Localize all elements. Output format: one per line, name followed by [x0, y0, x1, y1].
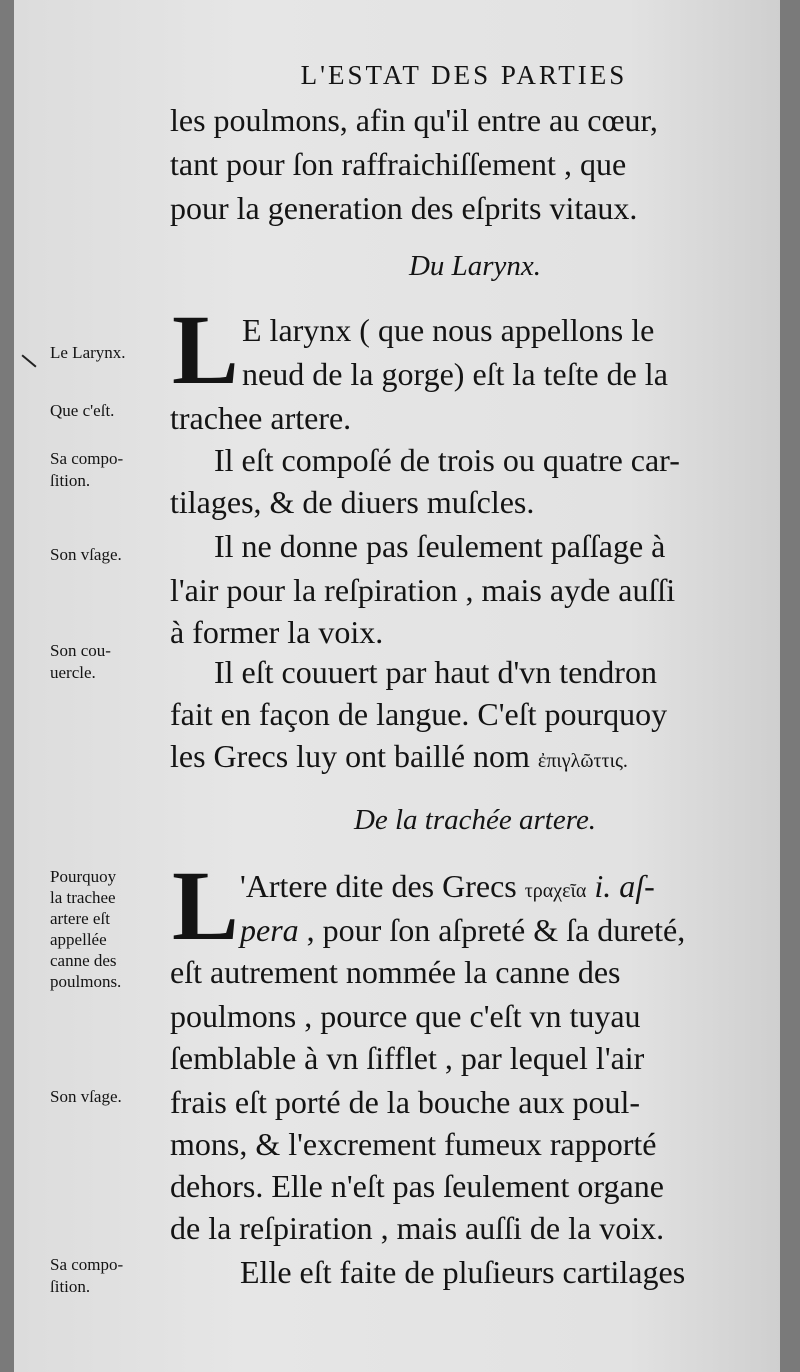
margin-note: ſition. [50, 471, 91, 490]
margin-note: poulmons. [50, 972, 122, 991]
text-line: tilages, & de diuers muſcles. [170, 484, 535, 520]
text-line: dehors. Elle n'eſt pas ſeulement organe [170, 1168, 664, 1204]
text-line: mons, & l'excrement fumeux rapporté [170, 1126, 657, 1162]
text-line: frais eſt porté de la bouche aux poul- [170, 1084, 641, 1120]
text-line: fait en façon de langue. C'eſt pourquoy [170, 696, 668, 732]
text-line: Il eſt compoſé de trois ou quatre car- [214, 442, 680, 478]
running-header: L'ESTAT DES PARTIES [300, 60, 628, 90]
text-line: Il eſt couuert par haut d'vn tendron [214, 654, 657, 690]
text-line [240, 910, 780, 950]
margin-note: canne des [50, 951, 117, 970]
text-segment: les Grecs luy ont baillé nom [170, 738, 530, 774]
margin-note: Son cou- [50, 641, 111, 660]
text-line: les poulmons, afin qu'il entre au cœur, [170, 102, 658, 138]
section-heading-larynx: Du Larynx. [408, 250, 542, 282]
greek-word: ἐπιγλῶττις. [537, 750, 628, 772]
text-segment: 'Artere dite des Grecs [240, 868, 517, 904]
margin-note: ſition. [50, 1277, 91, 1296]
text-line: à former la voix. [170, 614, 384, 650]
section-heading-trachea: De la trachée artere. [353, 804, 597, 836]
greek-word: τραχεῖα [524, 880, 587, 902]
margin-note: Sa compo- [50, 1255, 124, 1274]
book-page [14, 0, 780, 1372]
margin-note: Que c'eſt. [50, 401, 115, 420]
text-line: eſt autrement nommée la canne des [170, 954, 621, 990]
text-line: l'air pour la reſpiration , mais ayde auſſi [170, 572, 676, 608]
text-line [170, 736, 780, 781]
margin-note: Son vſage. [50, 545, 122, 564]
margin-note: Son vſage. [50, 1087, 122, 1106]
margin-note: artere eſt [50, 909, 110, 928]
text-segment: , pour ſon aſpreté & ſa dureté, [306, 912, 686, 948]
margin-note: Le Larynx. [50, 343, 126, 362]
margin-note: la trachee [50, 888, 116, 907]
margin-note: appellée [50, 930, 107, 949]
drop-capital: L [172, 850, 239, 961]
italic-word: pera [240, 912, 299, 948]
margin-note: Sa compo- [50, 449, 124, 468]
text-line: neud de la gorge) eſt la teſte de la [242, 356, 668, 392]
text-line: pour la generation des eſprits vitaux. [170, 190, 638, 226]
text-line: de la reſpiration , mais auſſi de la voix. [170, 1210, 665, 1246]
margin-note: uercle. [50, 663, 96, 682]
text-segment: i. aſ- [594, 868, 655, 904]
ink-mark [21, 354, 36, 367]
text-line: E larynx ( que nous appellons le [242, 312, 655, 348]
text-line: Elle eſt faite de pluſieurs cartilages [240, 1254, 686, 1290]
margin-note: Pourquoy [50, 867, 117, 886]
text-line: tant pour ſon raffraichiſſement , que [170, 146, 627, 182]
drop-capital: L [172, 294, 239, 405]
text-line: ſemblable à vn ſifflet , par lequel l'air [170, 1040, 645, 1076]
text-line: poulmons , pource que c'eſt vn tuyau [170, 998, 641, 1034]
text-line: Il ne donne pas ſeulement paſſage à [214, 528, 666, 564]
text-line [240, 866, 780, 911]
text-line: trachee artere. [170, 400, 352, 436]
